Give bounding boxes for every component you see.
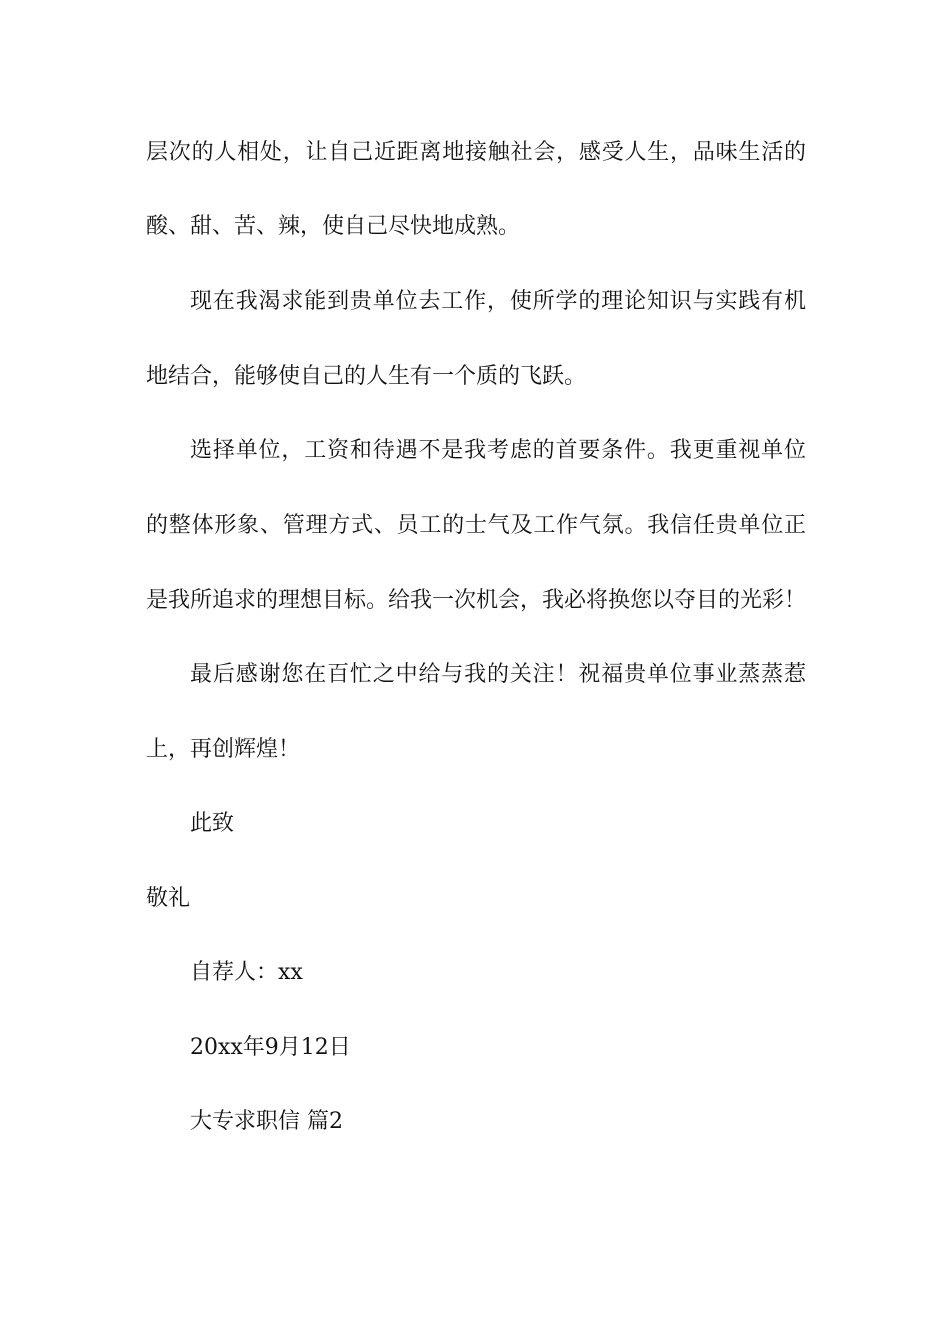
section-heading: 大专求职信 篇2 — [190, 1109, 343, 1134]
closing-salutation: 此致 — [190, 811, 235, 836]
paragraph-line-4: 地结合，能够使自己的人生有一个质的飞跃。 — [146, 364, 587, 389]
closing-regards: 敬礼 — [146, 886, 191, 911]
paragraph-line-7: 是我所追求的理想目标。给我一次机会，我必将换您以夺目的光彩！ — [146, 588, 807, 613]
paragraph-line-2: 酸、甜、苦、辣，使自己尽快地成熟。 — [146, 214, 521, 239]
paragraph-line-3: 现在我渴求能到贵单位去工作，使所学的理论知识与实践有机 — [190, 289, 806, 314]
paragraph-line-5: 选择单位，工资和待遇不是我考虑的首要条件。我更重视单位 — [190, 438, 806, 463]
date-line: 20xx年9月12日 — [190, 1035, 351, 1060]
paragraph-line-8: 最后感谢您在百忙之中给与我的关注！祝福贵单位事业蒸蒸惹 — [190, 662, 806, 687]
paragraph-line-9: 上，再创辉煌！ — [146, 737, 301, 762]
paragraph-line-6: 的整体形象、管理方式、员工的士气及工作气氛。我信任贵单位正 — [146, 513, 806, 538]
paragraph-line-1: 层次的人相处，让自己近距离地接触社会，感受人生，品味生活的 — [146, 140, 806, 165]
signature-line: 自荐人：xx — [190, 960, 303, 985]
